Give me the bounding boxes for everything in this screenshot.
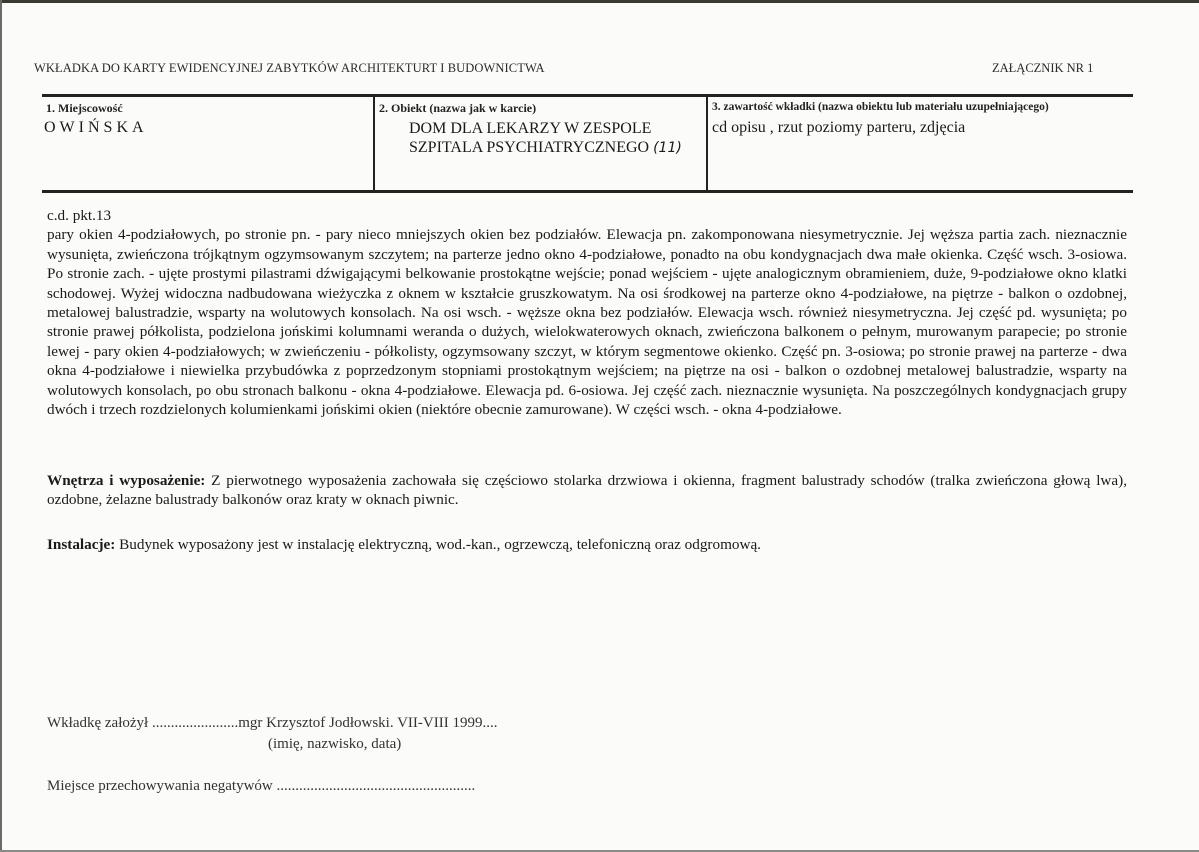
author-label: Wkładkę założył [47,715,149,731]
contents-cell [706,97,1133,190]
object-cell [373,97,706,190]
interiors-section [47,471,1127,510]
contents-label: 3. zawartość wkładki (nazwa obiektu lub materiału uzupełniającego) [712,101,1049,113]
object-value [409,119,682,158]
form-header-table [42,94,1133,193]
author-value: .......................mgr Krzysztof Jodłowski. VII-VIII 1999.... [148,715,498,731]
interiors-heading: Wnętrza i wyposażenie: [47,472,206,489]
locality-cell [42,97,373,190]
object-name-line-2-text: SZPITALA PSYCHIATRYCZNEGO [409,139,650,156]
description-body [47,206,1127,419]
installations-section [47,535,1127,554]
contents-value: cd opisu , rzut poziomy parteru, zdjęcia [712,119,966,136]
object-name-line-1: DOM DLA LEKARZY W ZESPOLE [409,120,652,137]
author-caption: (imię, nazwisko, data) [268,736,402,752]
installations-heading: Instalacje: [47,536,116,553]
continuation-label: c.d. pkt.13 [47,207,112,224]
scan-edge-top [0,0,1199,3]
handwritten-number: (11) [653,140,682,156]
negatives-value: ..................................................... [272,778,476,794]
locality-label: 1. Miejscowość [46,101,123,115]
interiors-text: Z pierwotnego wyposażenia zachowała się częściowo stolarka drzwiowa i okienna, fragment balustrady schodów (tralka zwieńczona głową lwa), ozdobne, żelazne balustrady balkonów oraz kraty w oknach piwnic. [47,472,1127,509]
author-line [47,715,497,732]
document-title: WKŁADKA DO KARTY EWIDENCYJNEJ ZABYTKÓW ARCHITEKTURT I BUDOWNICTWA [34,61,545,75]
description-paragraph: pary okien 4-podziałowych, po stronie pn. - pary nieco mniejszych okien bez podziałów. Elewacja pn. zakomponowana niesymetrycznie. Jej węższa partia zach. nieznacznie wysunięta, zwieńczona trójkątnym ogzymsowanym szczytem; na parterze jedno okno 4-podziałowe, ponadto na obu kondygnacjach dwa małe okienka. Część wsch. 3-osiowa. Po stronie zach. - ujęte prostymi pilastrami dźwigającymi belkowanie prostokątne wejście; ponad wejściem - ujęte analogicznym obramieniem, duże, 9-podziałowe okno klatki schodowej. Wyżej widoczna nadbudowana wieżyczka z oknem w kształcie gruszkowatym. Na osi środkowej na parterze okno 4-podziałowe, na piętrze - balkon o ozdobnej, metalowej balustradzie, wsparty na wolutowych konsolach. Na osi wsch. - węższe okna bez podziałów. Elewacja wsch. również niesymetryczna. Jej część pd. wysunięta; po stronie prawej półkolista, podzielona jońskimi kolumnami weranda o dużych, wielokwaterowych oknach, zwieńczona balkonem o pełnym, murowanym parapecie; po stronie lewej - pary okien 4-podziałowych; w zwieńczeniu - półkolisty, ogzymsowany szczyt, w którym segmentowe okienko. Część pn. 3-osiowa; po stronie prawej na parterze - dwa okna 4-podziałowe i niewielka przybudówka z poprzedzonym stopniami prostokątnym wejściem; na piętrze na osi - balkon o ozdobnej metalowej balustradzie, wsparty na wolutowych konsolach, po obu stronach balkonu - okna 4-podziałowe. Elewacja pd. 6-osiowa. Jej część zach. nieznacznie wysunięta. Na poszczególnych kondygnacjach grupy dwóch i trzech rozdzielonych kolumienkami jońskimi okien (niektóre obecnie zamurowane). W części wsch. - okna 4-podziałowe. [47,226,1127,419]
scan-edge-left [0,0,2,852]
negatives-label: Miejsce przechowywania negatywów [47,778,273,794]
object-name-line-2 [409,138,682,158]
installations-text: Budynek wyposażony jest w instalację elektryczną, wod.-kan., ogrzewczą, telefoniczną oraz odgromową. [115,536,761,553]
locality-value: OWIŃSKA [44,119,148,136]
negatives-line [47,778,475,795]
annex-number: ZAŁĄCZNIK NR 1 [992,61,1094,75]
object-label: 2. Obiekt (nazwa jak w karcie) [379,101,537,115]
